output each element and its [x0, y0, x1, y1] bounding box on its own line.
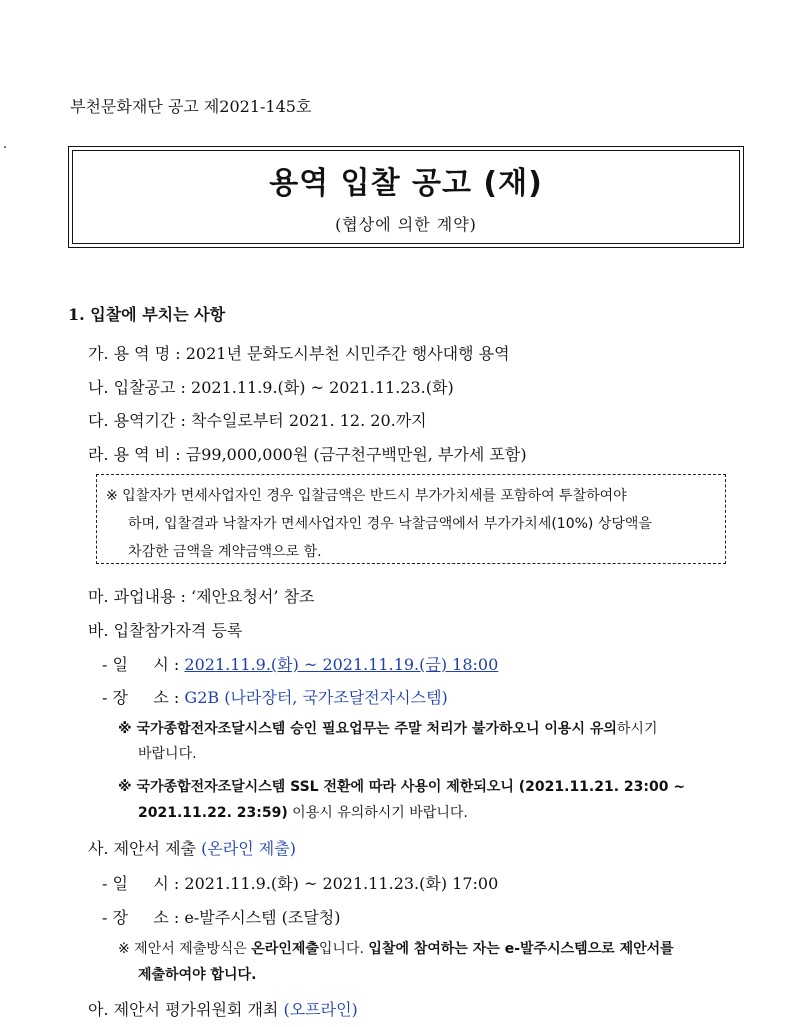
- item-task-scope: [88, 584, 314, 607]
- submission-place-value: e-발주시스템 (조달청): [184, 908, 341, 927]
- section-heading: 1. 입찰에 부치는 사항: [68, 305, 226, 324]
- submission-note-line: 제출하여야 합니다.: [138, 967, 257, 983]
- evaluation-heading: [88, 997, 358, 1020]
- item-label: - 일 시 :: [102, 655, 180, 674]
- submission-note-line: [118, 938, 674, 958]
- item-service-period: [88, 408, 427, 431]
- registration-date: [102, 652, 498, 675]
- submission-date: [102, 871, 498, 894]
- submission-note-part: ※ 제안서 제출방식은: [118, 941, 252, 957]
- ssl-note-rest: 이용시 유의하시기 바랍니다.: [287, 805, 468, 821]
- item-label: - 일 시 :: [102, 874, 180, 893]
- submission-place: [102, 905, 341, 928]
- g2b-note-bold: ※ 국가종합전자조달시스템 승인 필요업무는 주말 처리가 불가하오니 이용시 유의: [118, 721, 617, 737]
- item-label: 나. 입찰공고 :: [88, 378, 186, 397]
- submission-note-part: 온라인제출: [251, 941, 319, 957]
- item-value: 금99,000,000원 (금구천구백만원, 부가세 포함): [185, 445, 527, 464]
- document-number: 부천문화재단 공고 제2021-145호: [70, 97, 312, 116]
- item-label: 라. 용 역 비 :: [88, 445, 181, 464]
- page-title: 용역 입찰 공고 (재): [269, 166, 543, 201]
- item-value: 2021.11.9.(화) ~ 2021.11.23.(화): [191, 378, 454, 397]
- page-subtitle: (협상에 의한 계약): [335, 215, 477, 234]
- registration-heading: 바. 입찰참가자격 등록: [88, 621, 243, 640]
- item-label: 마. 과업내용 :: [88, 587, 186, 606]
- item-service-cost: [88, 442, 527, 465]
- g2b-note-line: [118, 718, 657, 738]
- g2b-note-line: 바랍니다.: [138, 746, 197, 762]
- ssl-note-line: [138, 802, 468, 822]
- item-value: 2021년 문화도시부천 시민주간 행사대행 용역: [185, 344, 510, 363]
- vat-note-line: 하며, 입찰결과 낙찰자가 면세사업자인 경우 낙찰금액에서 부가가치세(10%) 상당액을: [128, 516, 652, 532]
- registration-date-value: 2021.11.9.(화) ~ 2021.11.19.(금) 18:00: [184, 655, 499, 674]
- item-announcement-period: [88, 375, 454, 398]
- item-label: - 장 소 :: [102, 908, 180, 927]
- item-label: - 장 소 :: [102, 688, 180, 707]
- registration-place: [102, 685, 448, 708]
- evaluation-heading-mode: (오프라인): [278, 1000, 358, 1019]
- submission-note-part: 입니다.: [318, 941, 369, 957]
- scan-speck: [4, 146, 6, 148]
- submission-heading-mode: (온라인 제출): [196, 839, 296, 858]
- item-value: 착수일로부터 2021. 12. 20.까지: [191, 411, 427, 430]
- submission-date-value: 2021.11.9.(화) ~ 2021.11.23.(화) 17:00: [184, 874, 499, 893]
- submission-heading-text: 사. 제안서 제출: [88, 839, 196, 858]
- ssl-note-line: ※ 국가종합전자조달시스템 SSL 전환에 따라 사용이 제한되오니 (2021.11.21. 23:00 ~: [118, 779, 686, 795]
- item-service-name: [88, 341, 510, 364]
- submission-heading: [88, 836, 296, 859]
- g2b-note-rest: 하시기: [616, 721, 658, 737]
- vat-note-line: 차감한 금액을 계약금액으로 함.: [128, 544, 322, 560]
- submission-note-part: 입찰에 참여하는 자는 e-발주시스템으로 제안서를: [368, 941, 674, 957]
- item-label: 가. 용 역 명 :: [88, 344, 181, 363]
- ssl-note-bold: 2021.11.22. 23:59): [138, 805, 288, 821]
- vat-note-line: ※ 입찰자가 면세사업자인 경우 입찰금액은 반드시 부가가치세를 포함하여 투찰하여야: [106, 488, 627, 504]
- item-value: ‘제안요청서’ 참조: [191, 587, 315, 606]
- item-label: 다. 용역기간 :: [88, 411, 186, 430]
- registration-place-value: G2B (나라장터, 국가조달전자시스템): [184, 688, 448, 707]
- evaluation-heading-text: 아. 제안서 평가위원회 개최: [88, 1000, 279, 1019]
